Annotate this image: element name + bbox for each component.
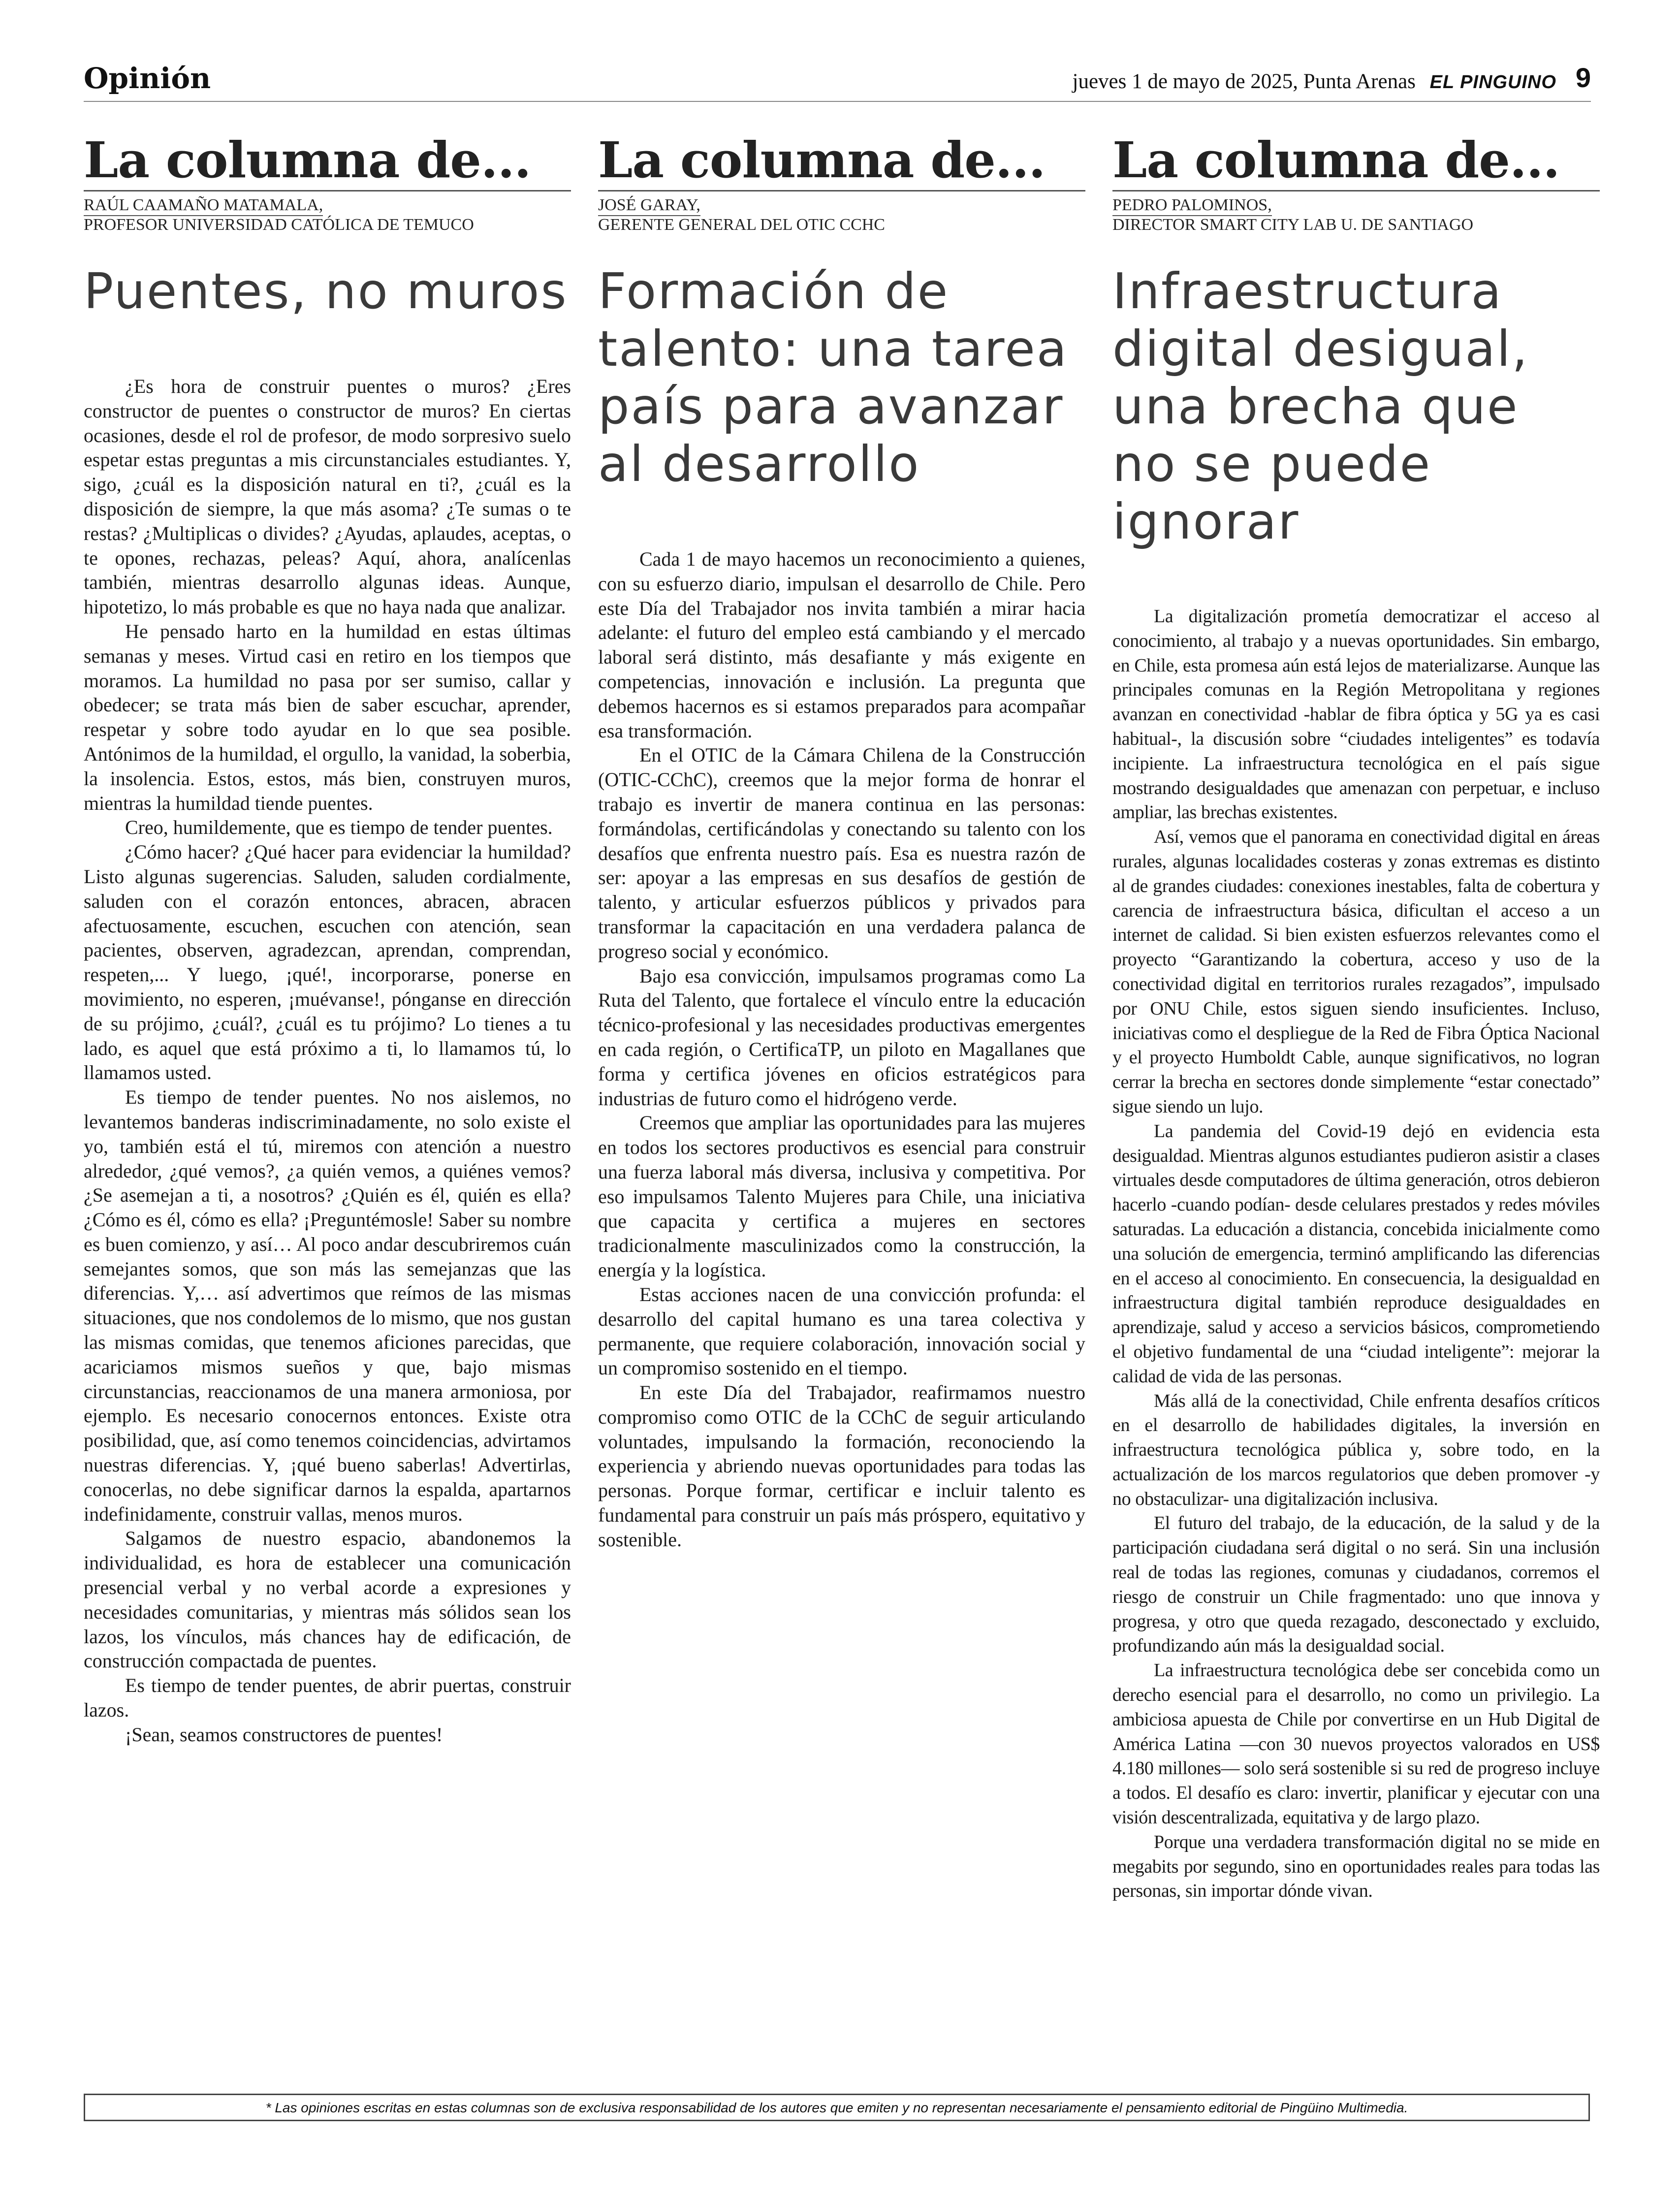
author-byline	[1112, 195, 1600, 235]
author-name: PEDRO PALOMINOS,	[1112, 196, 1272, 216]
article-headline: Infraestructura digital desigual, una brecha que no se puede ignorar	[1112, 262, 1529, 550]
article-paragraph: He pensado harto en la humildad en estas últimas semanas y meses. Virtud casi en retiro en los tiempos que moramos. La humildad no pasa por ser sumiso, callar y obedecer; se trata más bien de saber escuchar, aprender, respetar y sobre todo ayudar en lo que sea posible. Antónimos de la humildad, el orgullo, la vanidad, la soberbia, la insolencia. Estos, estos, más bien, construyen muros, mientras la humildad tiende puentes.	[84, 620, 571, 814]
page-header	[84, 62, 1591, 102]
article-paragraph: ¿Es hora de construir puentes o muros? ¿Eres constructor de puentes o constructor de muros? En ciertas ocasiones, desde el rol de profesor, de modo sorpresivo suelo espetar estas preguntas a mis circunstanciales estudiantes. Y, sigo, ¿cuál es la disposición natural en ti?, ¿cuál es la disposición de siempre, la que más asoma? ¿Te sumas o te restas? ¿Multiplicas o divides? ¿Ayudas, aplaudes, aceptas, o te opones, rechazas, peleas? Aquí, ahora, analícenlas también, mientras desarrollo algunas ideas. Aunque, hipotetizo, lo más probable es que no haya nada que analizar.	[84, 375, 571, 618]
column-1	[84, 133, 571, 1747]
kicker-rule	[598, 190, 1085, 191]
article-paragraph: La infraestructura tecnológica debe ser concebida como un derecho esencial para el desarrollo, no como un privilegio. La ambiciosa apuesta de Chile por convertirse en un Hub Digital de América Latina —con 30 nuevos proyectos valorados en US$ 4.180 millones— solo será sostenible si su red de progreso incluye a todos. El desafío es claro: invertir, planificar y ejecutar con una visión descentralizada, equitativa y de largo plazo.	[1112, 1660, 1600, 1828]
article-paragraph: Salgamos de nuestro espacio, abandonemos la individualidad, es hora de establecer una comunicación presencial verbal y no verbal acorde a expresiones y necesidades comunitarias, y mientras más sólidos sean los lazos, los vínculos, más chances hay de edificación, de construcción compactada de puentes.	[84, 1527, 571, 1672]
article-paragraph: ¿Cómo hacer? ¿Qué hacer para evidenciar la humildad? Listo algunas sugerencias. Saluden, saluden cordialmente, saluden con el corazón entonces, abracen, abracen afectuosamente, escuchen, escuchen con atención, sean pacientes, observen, agradezcan, aprendan, comprendan, respeten,... Y luego, ¡qué!, incorporarse, ponerse en movimiento, no esperen, ¡muévanse!, pónganse en dirección de su prójimo, ¿cuál?, ¿cuál es tu prójimo? Lo tienes a tu lado, es aquel que está próximo a ti, lo llamamos tú, lo llamamos usted.	[84, 841, 571, 1084]
author-byline	[84, 195, 571, 235]
column-kicker: La columna de...	[1112, 131, 1560, 189]
article-paragraph: En este Día del Trabajador, reafirmamos nuestro compromiso como OTIC de la CChC de seguir articulando voluntades, impulsando la formación, reconociendo la experiencia y abriendo nuevas oportunidades para todas las personas. Porque formar, certificar e incluir talento es fundamental para construir un país más próspero, equitativo y sostenible.	[598, 1381, 1085, 1551]
article-paragraph: Es tiempo de tender puentes. No nos aislemos, no levantemos banderas indiscriminadamente, no solo existe el yo, también está el tú, miremos con atención a nuestro alrededor, ¿qué vemos?, ¿a quién vemos, a quiénes vemos? ¿Se asemejan a ti, a nosotros? ¿Quién es él, quién es ella? ¿Cómo es él, cómo es ella? ¡Preguntémosle! Saber su nombre es buen comienzo, y así… Al poco andar descubriremos cuán semejantes somos, que son más las semejanzas que las diferencias. Y,… así advertimos que reímos de las mismas situaciones, que nos condolemos de lo mismo, que nos gustan las mismas comidas, que tenemos aficiones parecidas, que acariciamos mismos sueños y que, bajo mismas circunstancias, reaccionamos de una manera armoniosa, por ejemplo. Es necesario conocernos entonces. Existe otra posibilidad, que, así como tenemos coincidencias, advirtamos nuestras diferencias. Y, ¡qué bueno saberlas! Advertirlas, conocerlas, no debe significar darnos la espalda, apartarnos indefinidamente, construir vallas, menos muros.	[84, 1086, 571, 1525]
column-3	[1112, 133, 1600, 1904]
column-kicker: La columna de...	[84, 131, 531, 189]
author-name: RAÚL CAAMAÑO MATAMALA,	[84, 196, 323, 216]
column-2	[598, 133, 1085, 1552]
article-paragraph: Creemos que ampliar las oportunidades para las mujeres en todos los sectores productivos es esencial para construir una fuerza laboral más diversa, inclusiva y competitiva. Por eso impulsamos Talento Mujeres para Chile, una iniciativa que capacita y certifica a mujeres en sectores tradicionalmente masculinizados como la construcción, la energía y la logística.	[598, 1112, 1085, 1281]
article-headline: Formación de talento: una tarea país para avanzar al desarrollo	[598, 262, 1069, 493]
author-name: JOSÉ GARAY,	[598, 196, 700, 216]
disclaimer-box	[84, 2094, 1590, 2121]
newspaper-brand: EL PINGUINO	[1429, 72, 1556, 93]
article-paragraph: Creo, humildemente, que es tiempo de tender puentes.	[125, 816, 553, 839]
article-paragraph: Porque una verdadera transformación digital no se mide en megabits por segundo, sino en oportunidades reales para todas las personas, sin importar dónde vivan.	[1112, 1831, 1600, 1902]
article-paragraph: En el OTIC de la Cámara Chilena de la Construcción (OTIC-CChC), creemos que la mejor forma de honrar el trabajo es invertir de manera continua en las personas: formándolas, certificándolas y conectando su talento con los desafíos que enfrenta nuestro país. Esa es nuestra razón de ser: apoyar a las empresas en sus desafíos de gestión de talento, y articular esfuerzos públicos y privados para transformar la capacitación en una verdadera palanca de progreso social y económico.	[598, 744, 1085, 962]
article-body	[1112, 605, 1600, 1904]
article-paragraph: Cada 1 de mayo hacemos un reconocimiento a quienes, con su esfuerzo diario, impulsan el desarrollo de Chile. Pero este Día del Trabajador nos invita también a mirar hacia adelante: el futuro del empleo está cambiando y el mercado laboral será distinto, más desafiante y más exigente en competencias, innovación e inclusión. La pregunta que debemos hacernos es si estamos preparados para acompañar esa transformación.	[598, 548, 1085, 742]
article-paragraph: La digitalización prometía democratizar el acceso al conocimiento, al trabajo y a nuevas oportunidades. Sin embargo, en Chile, esta promesa aún está lejos de materializarse. Aunque las principales comunas en la Región Metropolitana y regiones avanzan en conectividad -hablar de fibra óptica y 5G ya es casi habitual-, la discusión sobre “ciudades inteligentes” es todavía incipiente. La infraestructura tecnológica en el país sigue mostrando desigualdades que amenazan con perpetuar, e incluso ampliar, las brechas existentes.	[1112, 606, 1600, 823]
article-paragraph: ¡Sean, seamos constructores de puentes!	[125, 1723, 443, 1746]
article-paragraph: Estas acciones nacen de una convicción profunda: el desarrollo del capital humano es una tarea colectiva y permanente, que requiere colaboración, innovación social y un compromiso sostenido en el tiempo.	[598, 1283, 1085, 1379]
dateline	[1073, 69, 1557, 94]
article-paragraph: Es tiempo de tender puentes, de abrir puertas, construir lazos.	[84, 1674, 571, 1721]
section-title: Opinión	[84, 62, 211, 95]
article-paragraph: El futuro del trabajo, de la educación, de la salud y de la participación ciudadana será digital o no será. Sin una inclusión real de todas las regiones, comunas y ciudadanos, corremos el riesgo de construir un Chile fragmentado: uno que innova y progresa, y otro que queda rezagado, desconectado y excluido, profundizando aún más la desigualdad social.	[1112, 1513, 1600, 1656]
kicker-rule	[1112, 190, 1600, 191]
article-body	[84, 374, 571, 1747]
article-headline: Puentes, no muros	[84, 262, 568, 320]
article-paragraph: Bajo esa convicción, impulsamos programas como La Ruta del Talento, que fortalece el vínculo entre la educación técnico-profesional y las necesidades productivas emergentes en cada región, o CertificaTP, un piloto en Magallanes que forma y certifica jóvenes en oficios estratégicos para industrias de futuro como el hidrógeno verde.	[598, 964, 1085, 1110]
author-role: PROFESOR UNIVERSIDAD CATÓLICA DE TEMUCO	[84, 216, 474, 234]
author-role: DIRECTOR SMART CITY LAB U. DE SANTIAGO	[1112, 216, 1474, 234]
article-body	[598, 547, 1085, 1552]
publication-date: jueves 1 de mayo de 2025, Punta Arenas	[1072, 70, 1416, 93]
author-byline	[598, 195, 1085, 235]
author-role: GERENTE GENERAL DEL OTIC CCHC	[598, 216, 885, 234]
article-paragraph: Más allá de la conectividad, Chile enfrenta desafíos críticos en el desarrollo de habilidades digitales, la inversión en infraestructura tecnológica pública y, sobre todo, en la actualización de los marcos regulatorios que deben promover -y no obstaculizar- una digitalización inclusiva.	[1112, 1390, 1600, 1509]
disclaimer-text: * Las opiniones escritas en estas columnas son de exclusiva responsabilidad de los autores que emiten y no representan necesariamente el pensamiento editorial de Pingüino Multimedia.	[265, 2100, 1408, 2115]
article-paragraph: Así, vemos que el panorama en conectividad digital en áreas rurales, algunas localidades costeras y zonas extremas es distinto al de grandes ciudades: conexiones inestables, falta de cobertura y carencia de infraestructura básica, dificultan el acceso a un internet de calidad. Si bien existen esfuerzos relevantes como el proyecto “Garantizando la cobertura, acceso y uso de la conectividad digital en territorios rurales rezagados”, impulsado por ONU Chile, estos siguen siendo insuficientes. Incluso, iniciativas como el despliegue de la Red de Fibra Óptica Nacional y el proyecto Humboldt Cable, aunque significativos, no logran cerrar la brecha en sectores donde simplemente “estar conectado” sigue siendo un lujo.	[1112, 827, 1600, 1117]
page-number: 9	[1575, 62, 1591, 93]
kicker-rule	[84, 190, 571, 191]
column-kicker: La columna de...	[598, 131, 1046, 189]
article-paragraph: La pandemia del Covid-19 dejó en evidencia esta desigualdad. Mientras algunos estudiantes pudieron asistir a clases virtuales desde computadores de última generación, otros debieron hacerlo -cuando podían- desde celulares prestados y redes móviles saturadas. La educación a distancia, concebida inicialmente como una solución de emergencia, terminó amplificando las diferencias en el acceso al conocimiento. En consecuencia, la desigualdad en infraestructura digital también reproduce desigualdades en aprendizaje, salud y acceso a servicios básicos, comprometiendo el objetivo fundamental de una “ciudad inteligente”: mejorar la calidad de vida de las personas.	[1112, 1120, 1600, 1387]
